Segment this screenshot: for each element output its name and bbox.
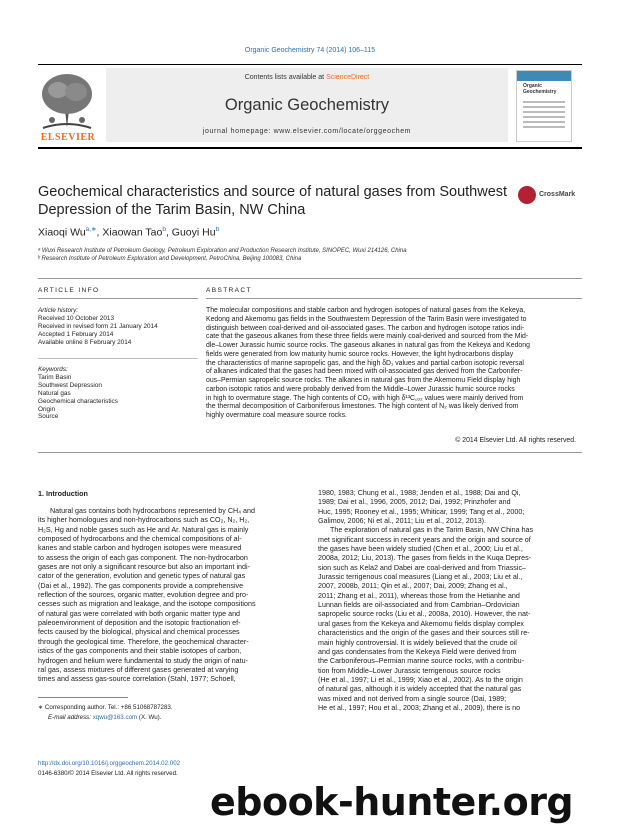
abstract-line: fields were generated from low maturity humic source rocks. However, the light hydrocarbons display — [206, 350, 514, 358]
body-line: 2008a, 2012; Liu, 2013). The gases from fields in the Kuqa Depres- — [318, 554, 532, 563]
info-divider — [38, 358, 198, 359]
body-line: Galimov, 2006; Ni et al., 2011; Liu et al., 2012, 2013). — [318, 517, 487, 526]
abstract-line: dle–Lower Jurassic humic source rocks. The gaseous alkanes in natural gas from the Kekeya and Kedong — [206, 342, 530, 349]
publisher-name: ELSEVIER — [40, 132, 96, 143]
abstract-heading: ABSTRACT — [206, 287, 252, 294]
crossmark-button[interactable] — [518, 186, 582, 208]
journal-reference[interactable]: Organic Geochemistry 74 (2014) 106–115 — [244, 47, 376, 54]
email-suffix: (X. Wu). — [137, 714, 162, 721]
abstract-line: highly overmature coal measure source rocks. — [206, 412, 347, 419]
body-line: cesses such as migration and leakage, and the isotope compositions — [38, 600, 256, 609]
body-line: times and assess gas-source correlation (Stahl, 1977; Schoell, — [38, 675, 236, 684]
abstract-line: the characteristics of marine sapropelic gas, and the high δD₁ values and partial carbon isotopic reversal — [206, 359, 524, 367]
body-line: istics of the gas components and their stable isotopes of carbon, — [38, 647, 242, 656]
email-label: E-mail address: — [48, 714, 93, 721]
abstract-line: in high to overmature stage. The high contents of CO₂ with high δ¹³C꜀ₒ₂ values were mainly derived from — [206, 394, 524, 402]
body-line: (Dai et al., 1992). The gas components provide a comprehensive — [38, 581, 244, 590]
body-line: main highly controversial. It is widely believed that the crude oil — [318, 638, 517, 647]
body-line: paleoenvironment of deposition and the isotopic fractionation ef- — [38, 619, 241, 628]
crossmark-icon — [518, 186, 536, 204]
keyword: Natural gas — [38, 389, 71, 397]
body-line: fects caused by the biological, physical and chemical processes — [38, 628, 240, 637]
email-link[interactable]: xqwu@163.com — [92, 714, 138, 721]
history-label: Article history: — [38, 307, 79, 314]
author-affil-mark[interactable]: a,∗ — [85, 226, 97, 233]
issn-copyright: 0146-6380/© 2014 Elsevier Ltd. All rights reserved. — [38, 770, 178, 777]
info-rule — [38, 298, 198, 299]
body-line: 1989; Dai et al., 1996, 2005, 2012; Dai, 1992; Prinzhofer and — [318, 498, 511, 507]
abstract-body — [206, 307, 582, 421]
author-name: Guoyi Hu — [171, 226, 216, 239]
journal-cover-thumbnail — [516, 70, 572, 142]
abstract-line: Kedong and Akemomu gas fields in the Southwestern Depression of the Tarim Basin were investigated to — [206, 315, 527, 323]
body-line: the Carboniferous–Permian marine source rocks, with a contribu- — [318, 657, 524, 666]
affiliation-rule — [38, 278, 582, 279]
body-line: 2011; Zhang et al., 2011), whereas those from the Hetianhe and — [318, 591, 520, 600]
body-line: kanes and stable carbon and hydrogen isotopes were measured — [38, 544, 242, 553]
body-line: 1980, 1983; Chung et al., 1988; Jenden et al., 1988; Dai and Qi, — [318, 489, 521, 497]
article-info-heading: ARTICLE INFO — [38, 287, 100, 294]
journal-homepage[interactable]: journal homepage: www.elsevier.com/locate/orggeochem — [202, 128, 412, 135]
author-list: Xiaoqi $Wu^{a,∗}$, Xiaowan Tao$^b$, Guoyi Hu$^b$ — [38, 226, 220, 239]
abstract-rule — [206, 298, 582, 299]
doi-link[interactable]: http://dx.doi.org/10.1016/j.orggeochem.2014.02.002 — [38, 760, 181, 767]
crossmark-label: CrossMark — [539, 191, 576, 198]
author-affil-mark[interactable]: b — [162, 226, 166, 233]
cover-text-lines — [523, 101, 565, 131]
body-line: hydrogen and helium were fundamental to study the origin of natu- — [38, 656, 248, 665]
elsevier-tree-logo-icon — [38, 70, 96, 140]
keyword: Origin — [38, 405, 56, 413]
body-line: to assess the origin of each gas component. The non-hydrocarbon — [38, 553, 248, 562]
keyword: Tarim Basin — [38, 373, 72, 381]
body-line: cator of the generation, evolution and genetic types of natural gas — [38, 572, 246, 581]
body-line: through the geological time. Therefore, the geochemical character- — [38, 637, 249, 646]
affiliation-a: ᵃ Wuxi Research Institute of Petroleum Geology, Petroleum Exploration and Production Research Institute, SINOPEC, Wuxi 214126, China — [38, 248, 407, 254]
author-name: Xiaoqi Wu — [38, 226, 86, 239]
body-line: sapropelic source rocks (Liu et al., 2008a, 2010). However, the nat- — [318, 610, 531, 619]
body-line: Lunnan fields are oil-associated and from Cambrian–Ordovician — [318, 601, 520, 610]
body-line: ral gas, assess mixtures of different gases generated at varying — [38, 665, 239, 674]
abstract-line: of alkanes indicated that the gases had been mixed with oil-associated gas derived from the Carbonifer- — [206, 368, 523, 376]
body-line: ural gases from the Kekeya and Akemomu fields display complex — [318, 619, 524, 628]
body-line: tion from Middle–Lower Jurassic terrigenous source rocks — [318, 666, 501, 675]
abstract-line: The molecular compositions and stable carbon and hydrogen isotopes of natural gases from the Kekeya, — [206, 307, 526, 314]
abstract-line: carbon isotopic ratios and were probably derived from the Middle–Lower Jurassic humic source rocks — [206, 385, 515, 393]
body-line: met significant success in recent years and the origin and source of — [318, 535, 531, 544]
body-line: Huc, 1995; Rooney et al., 1995; Whiticar, 1999; Tang et al., 2000; — [318, 507, 525, 516]
section-heading-introduction: 1. Introduction — [38, 489, 88, 498]
abstract-line: cate that the gaseous alkanes from these three fields were mainly coal-derived and sourced from the Mid- — [206, 333, 529, 341]
body-line: of natural gas, although it is widely accepted that the natural gas — [318, 685, 522, 694]
body-line: the gases have been widely studied (Chen et al., 2000; Liu et al., — [318, 545, 523, 554]
author-affil-mark[interactable]: b — [215, 226, 220, 233]
history-item: Received in revised form 21 January 2014 — [38, 322, 158, 330]
keywords-label: Keywords: — [38, 366, 68, 373]
intro-left-column — [38, 507, 302, 685]
email-note — [48, 714, 161, 721]
abstract-line: ous–Permian sapropelic source rocks. The alkanes in natural gas from the Akemomu Field display high — [206, 377, 521, 384]
body-line: its higher homologues and non-hydrocarbons such as CO₂, N₂, H₂, — [38, 516, 250, 525]
keywords — [38, 366, 198, 421]
body-line: Jurassic terrigenous coal measures (Liang et al., 2003; Liu et al., — [318, 573, 523, 582]
body-line: of natural gas were correlated with both organic matter type and — [38, 609, 241, 618]
article-history — [38, 307, 198, 347]
article-title: Geochemical characteristics and source of natural gases from Southwest Depression of the Tarim Basin, NW China — [38, 184, 508, 218]
header-bottom-rule — [38, 147, 582, 149]
body-line: 2007, 2008b, 2011; Qin et al., 2007; Dai, 2009; Zhang et al., — [318, 582, 508, 591]
intro-right-column — [318, 489, 582, 713]
footnote-rule — [38, 697, 128, 698]
history-item: Received 10 October 2013 — [38, 314, 115, 322]
body-line: and gas condensates from the Kekeya Field were derived from — [318, 647, 517, 656]
history-item: Accepted 1 February 2014 — [38, 330, 114, 338]
abstract-bottom-rule — [38, 452, 582, 453]
abstract-copyright: © 2014 Elsevier Ltd. All rights reserved. — [455, 437, 576, 444]
body-line: The exploration of natural gas in the Tarim Basin, NW China has — [330, 526, 534, 535]
body-line: H₂S, Hg and noble gases such as He and Ar. Natural gas is mainly — [38, 525, 249, 534]
header-top-rule — [38, 64, 582, 65]
body-line: characteristics and the origin of the gases and their sources still re- — [318, 629, 530, 638]
body-line: sion such as Kela2 and Dabei are coal-derived and from Triassic– — [318, 563, 526, 572]
journal-title: Organic Geochemistry — [224, 96, 390, 114]
cover-title: Organic Geochemistry — [523, 83, 557, 95]
body-line: gases are not only a significant resource but also an important indi- — [38, 563, 250, 572]
body-line: He et al., 1997; Hou et al., 2003; Zhang et al., 2009), there is no — [318, 703, 521, 712]
body-line: reflection of the sources, organic matter, evolution degree and pro- — [38, 591, 249, 600]
body-line: (He et al., 1997; Li et al., 1999; Xiao et al., 2002). As to the origin — [318, 675, 523, 684]
keyword: Geochemical characteristics — [38, 397, 118, 405]
corresponding-author-note: ∗ Corresponding author. Tel.: +86 51068787283. — [38, 704, 173, 711]
body-line: Natural gas contains both hydrocarbons represented by CH₄ and — [50, 507, 255, 515]
affiliation-b: ᵇ Research Institute of Petroleum Exploration and Development, PetroChina, Beijing 100083, China — [38, 256, 302, 262]
abstract-line: distinguish between coal-derived and oil-associated gases. The carbon and hydrogen isotope ratios indi- — [206, 324, 525, 332]
contents-prefix: Contents lists available at — [244, 74, 327, 81]
watermark-text: ebook-hunter.org — [210, 780, 574, 824]
author-name: Xiaowan Tao — [102, 226, 163, 239]
contents-line — [106, 74, 508, 81]
history-item: Available online 8 February 2014 — [38, 338, 132, 346]
body-line: was mixed and not derived from a single source (Dai, 1989; — [318, 694, 507, 703]
sciencedirect-link[interactable]: ScienceDirect — [326, 74, 370, 81]
body-line: composed of hydrocarbons and the chemical compositions of al- — [38, 535, 242, 544]
abstract-line: the thermal decomposition of Carboniferous limestones. The high content of N₂ was likely derived from — [206, 403, 519, 411]
cover-band — [517, 71, 571, 81]
keyword: Source — [38, 413, 59, 421]
keyword: Southwest Depression — [38, 381, 102, 389]
